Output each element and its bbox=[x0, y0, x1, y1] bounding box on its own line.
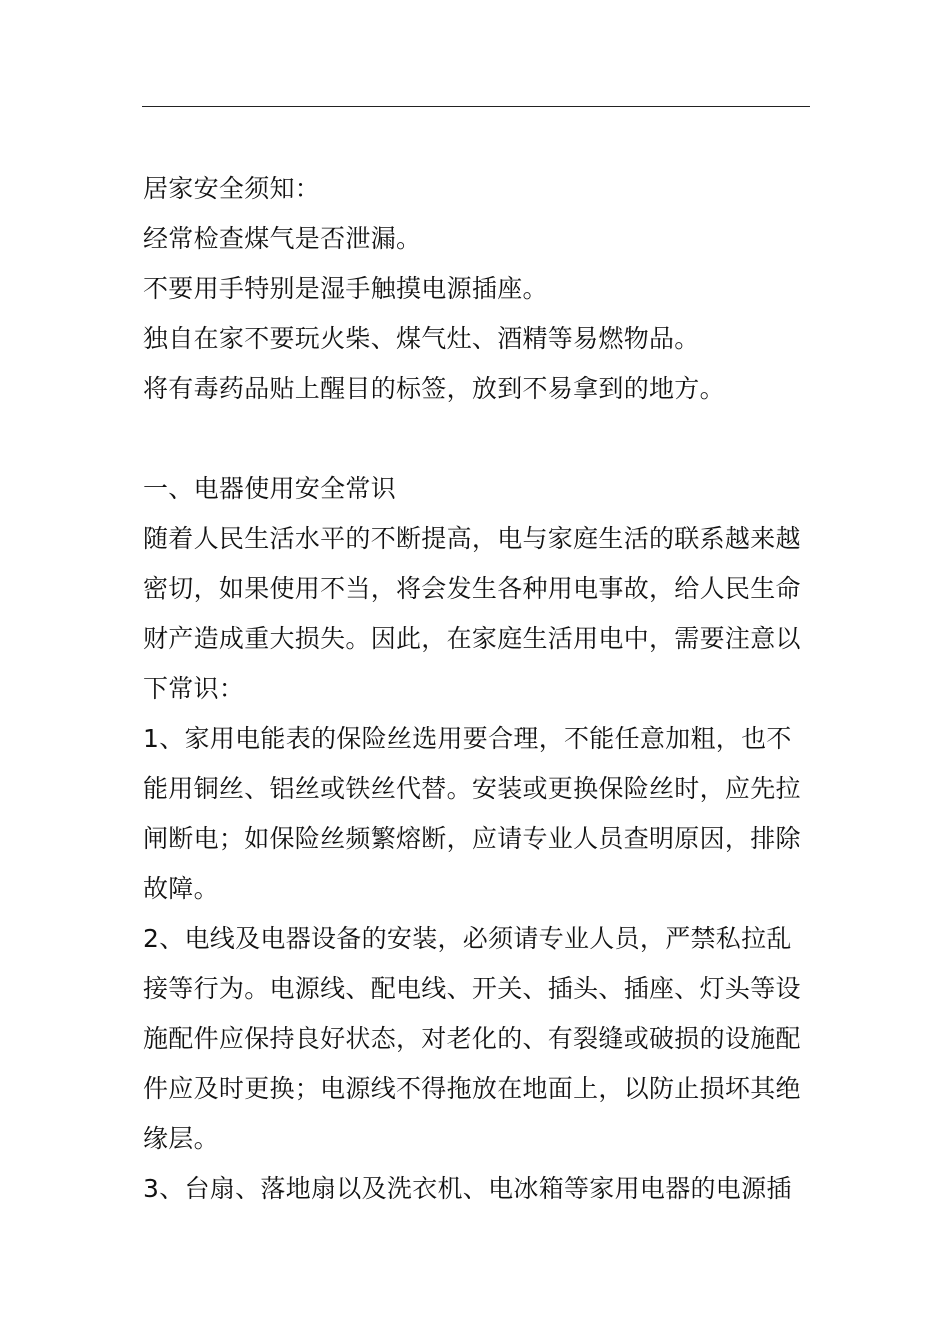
paragraph-line: 随着人民生活水平的不断提高，电与家庭生活的联系越来越 bbox=[143, 524, 801, 553]
notice-item: 将有毒药品贴上醒目的标签，放到不易拿到的地方。 bbox=[143, 374, 725, 403]
paragraph-line: 1、家用电能表的保险丝选用要合理，不能任意加粗，也不 bbox=[143, 724, 792, 753]
paragraph-line: 施配件应保持良好状态，对老化的、有裂缝或破损的设施配 bbox=[143, 1024, 801, 1053]
header-rule bbox=[142, 106, 810, 107]
point-2-paragraph bbox=[143, 914, 825, 1164]
notice-title: 居家安全须知： bbox=[143, 174, 321, 203]
paragraph-line: 缘层。 bbox=[143, 1124, 219, 1153]
notice-item: 独自在家不要玩火柴、煤气灶、酒精等易燃物品。 bbox=[143, 324, 700, 353]
section-heading: 一、电器使用安全常识 bbox=[143, 474, 397, 503]
notice-item: 经常检查煤气是否泄漏。 bbox=[143, 224, 422, 253]
paragraph-line: 接等行为。电源线、配电线、开关、插头、插座、灯头等设 bbox=[143, 974, 801, 1003]
paragraph-line: 2、电线及电器设备的安装，必须请专业人员，严禁私拉乱 bbox=[143, 924, 792, 953]
point-3-paragraph bbox=[143, 1164, 825, 1214]
paragraph-line: 能用铜丝、铝丝或铁丝代替。安装或更换保险丝时，应先拉 bbox=[143, 774, 801, 803]
paragraph-line: 闸断电；如保险丝频繁熔断，应请专业人员查明原因，排除 bbox=[143, 824, 801, 853]
point-1-paragraph bbox=[143, 714, 825, 914]
intro-paragraph bbox=[143, 514, 825, 714]
paragraph-line: 故障。 bbox=[143, 874, 219, 903]
paragraph-line: 下常识： bbox=[143, 674, 245, 703]
notice-item: 不要用手特别是湿手触摸电源插座。 bbox=[143, 274, 548, 303]
paragraph-line: 件应及时更换；电源线不得拖放在地面上，以防止损坏其绝 bbox=[143, 1074, 801, 1103]
paragraph-line: 3、台扇、落地扇以及洗衣机、电冰箱等家用电器的电源插 bbox=[143, 1174, 792, 1203]
paragraph-line: 财产造成重大损失。因此，在家庭生活用电中，需要注意以 bbox=[143, 624, 801, 653]
paragraph-line: 密切，如果使用不当，将会发生各种用电事故，给人民生命 bbox=[143, 574, 801, 603]
paragraph-gap bbox=[143, 414, 825, 464]
document-body bbox=[143, 164, 825, 1214]
